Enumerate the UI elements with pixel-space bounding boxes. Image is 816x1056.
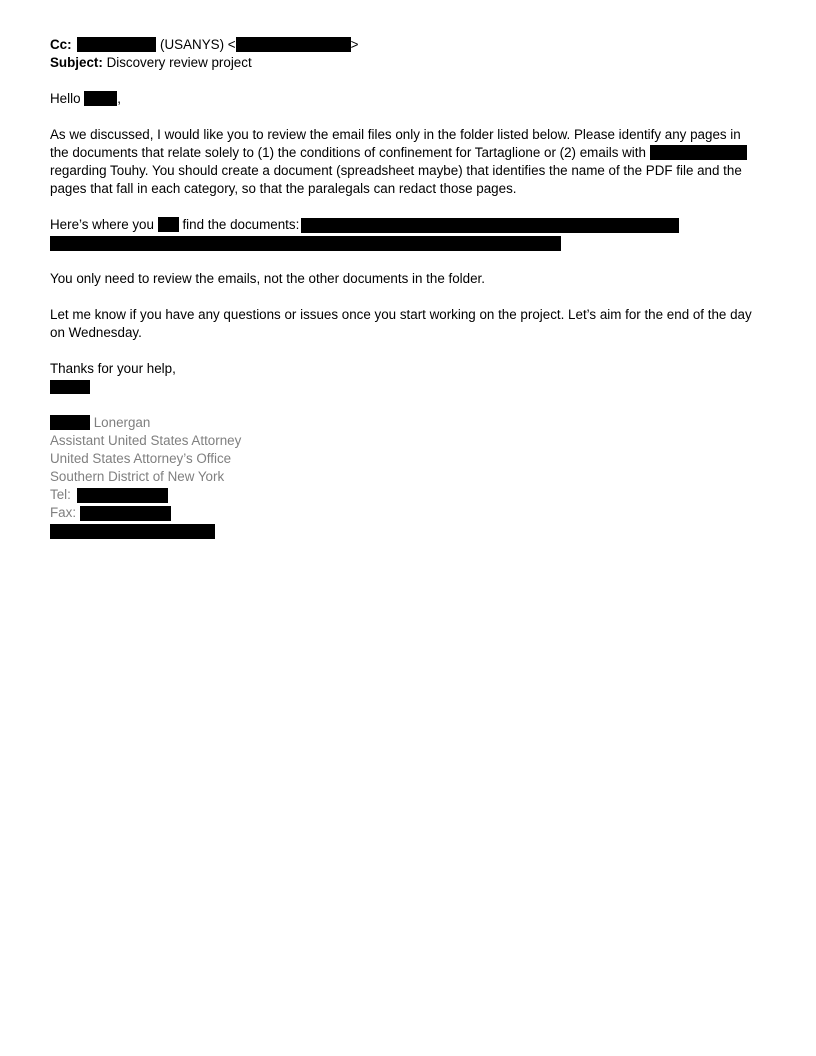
para2-line: [50, 216, 299, 234]
signature-title: Assistant United States Attorney: [50, 433, 242, 448]
para2-text-b: find the documents:: [182, 217, 300, 232]
greeting-text: Hello: [50, 91, 81, 106]
para3-line: You only need to review the emails, not the other documents in the folder.: [50, 271, 485, 286]
para1-line3: regarding Touhy. You should create a document (spreadsheet maybe) that identifies the name of the PDF file and the: [50, 163, 742, 178]
redaction-fax: [80, 506, 171, 521]
redaction-signature-first-name: [50, 415, 90, 430]
signature-tel-line: [50, 486, 71, 504]
signature-office: United States Attorney’s Office: [50, 451, 232, 466]
cc-label: Cc:: [50, 37, 72, 52]
redaction-para2-word: [158, 217, 179, 232]
redaction-para1-name: [650, 145, 747, 160]
redaction-folder-path-2: [50, 236, 561, 251]
para4-line1: Let me know if you have any questions or issues once you start working on the project. Let’s aim for the end of the day: [50, 307, 752, 322]
fax-label: Fax:: [50, 505, 77, 520]
signature-surname: Lonergan: [93, 415, 151, 430]
signature-name-line: [50, 414, 150, 432]
redaction-tel: [77, 488, 168, 503]
greeting-line: [50, 90, 121, 108]
para1-line1: As we discussed, I would like you to review the email files only in the folder listed below. Please identify any pages in: [50, 127, 741, 142]
subject-label: Subject:: [50, 55, 103, 70]
subject-value: Discovery review project: [106, 55, 252, 70]
redaction-sender-name: [50, 380, 90, 394]
redaction-email: [50, 524, 215, 539]
para4-line2: on Wednesday.: [50, 325, 142, 340]
signature-fax-line: [50, 504, 76, 522]
redaction-cc-name: [77, 37, 156, 52]
redaction-recipient-name: [84, 91, 117, 106]
closing-line: Thanks for your help,: [50, 361, 176, 376]
cc-close: >: [350, 37, 359, 52]
para1-line2: [50, 144, 747, 162]
greeting-comma: ,: [117, 91, 121, 106]
subject-line: [50, 54, 252, 72]
para1-line2-text: the documents that relate solely to (1) the conditions of confinement for Tartaglione or (2) emails with: [50, 145, 646, 160]
redaction-folder-path-1: [301, 218, 679, 233]
para2-text-a: Here’s where you: [50, 217, 154, 232]
signature-district: Southern District of New York: [50, 469, 225, 484]
tel-label: Tel:: [50, 487, 71, 502]
cc-org: (USANYS) <: [160, 37, 236, 52]
redaction-cc-email: [236, 37, 351, 52]
para1-line4: pages that fall in each category, so that the paralegals can redact those pages.: [50, 181, 517, 196]
cc-line: [50, 36, 358, 54]
